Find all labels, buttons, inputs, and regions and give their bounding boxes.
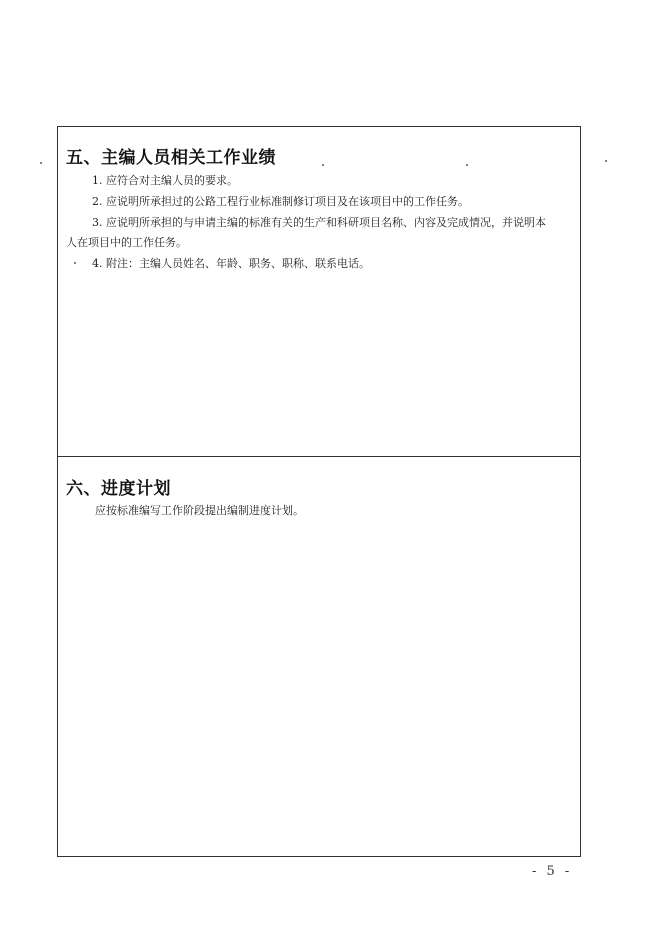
form-frame bbox=[57, 126, 581, 857]
requirement-item-1: 1. 应符合对主编人员的要求。 bbox=[92, 174, 238, 187]
requirement-item-3: 3. 应说明所承担的与申请主编的标准有关的生产和科研项目名称、内容及完成情况，并说明本 bbox=[92, 216, 546, 229]
requirement-item-3-continued: 人在项目中的工作任务。 bbox=[66, 236, 187, 249]
requirement-item-4: 4. 附注：主编人员姓名、年龄、职务、职称、联系电话。 bbox=[92, 257, 370, 270]
requirement-item-2: 2. 应说明所承担过的公路工程行业标准制修订项目及在该项目中的工作任务。 bbox=[92, 195, 469, 208]
section-heading-work-achievements: 五、主编人员相关工作业绩 bbox=[66, 148, 276, 168]
section-heading-schedule: 六、进度计划 bbox=[66, 479, 171, 499]
section-schedule bbox=[58, 457, 580, 856]
section-work-achievements bbox=[58, 127, 580, 457]
page-number: - 5 - bbox=[532, 864, 573, 879]
schedule-instruction: 应按标准编写工作阶段提出编制进度计划。 bbox=[95, 504, 304, 517]
